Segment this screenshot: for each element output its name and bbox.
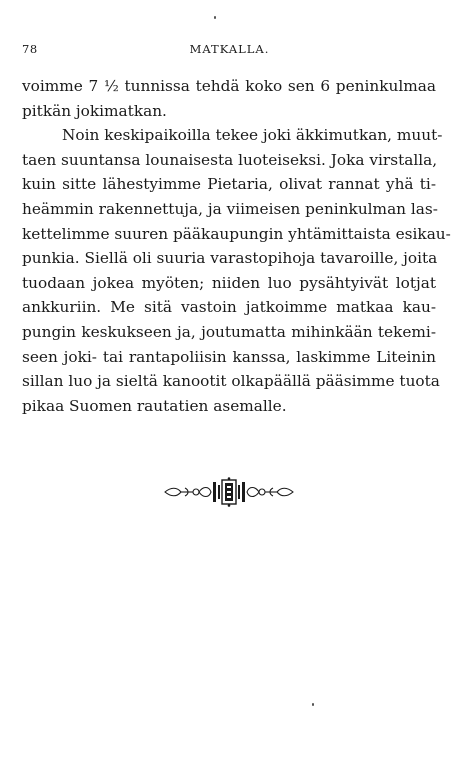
text-line: punkia. Siellä oli suuria varastopihoja tavaroille, joita bbox=[22, 249, 438, 268]
text-line: taen suuntansa lounaisesta luoteiseksi. Joka virstalla, bbox=[22, 150, 438, 169]
text-line: pungin keskukseen ja, joutumatta mihinkään tekemi- bbox=[22, 322, 436, 341]
text-line: tuodaan jokea myöten; niiden luo pysähtyivät lotjat bbox=[22, 273, 436, 292]
text-line: pikaa Suomen rautatien asemalle. bbox=[22, 396, 287, 415]
text-line: seen joki- tai rantapoliisin kanssa, laskimme Liteinin bbox=[22, 347, 436, 366]
decorative-fleuron-icon bbox=[163, 477, 295, 507]
running-title: MATKALLA. bbox=[189, 42, 270, 56]
print-speck bbox=[214, 16, 216, 19]
text-line: heämmin rakennettuja, ja viimeisen peninkulman las- bbox=[22, 199, 438, 218]
text-line: Noin keskipaikoilla tekee joki äkkimutkan, muut- bbox=[62, 126, 443, 145]
text-line: ankkuriin. Me sitä vastoin jatkoimme matkaa kau- bbox=[22, 298, 436, 317]
print-speck bbox=[312, 703, 314, 706]
text-line: voimme 7 ½ tunnissa tehdä koko sen 6 peninkulmaa bbox=[22, 77, 436, 95]
text-line: pitkän jokimatkan. bbox=[22, 101, 167, 120]
page-number: 78 bbox=[22, 42, 38, 56]
text-line: sillan luo ja sieltä kanootit olkapäällä pääsimme tuota bbox=[22, 372, 440, 391]
text-line: kuin sitte lähestyimme Pietaria, olivat rannat yhä ti- bbox=[22, 175, 436, 194]
body-text bbox=[22, 74, 451, 418]
page-header bbox=[22, 42, 437, 60]
text-line: kettelimme suuren pääkaupungin yhtämittaista esikau- bbox=[22, 224, 451, 243]
